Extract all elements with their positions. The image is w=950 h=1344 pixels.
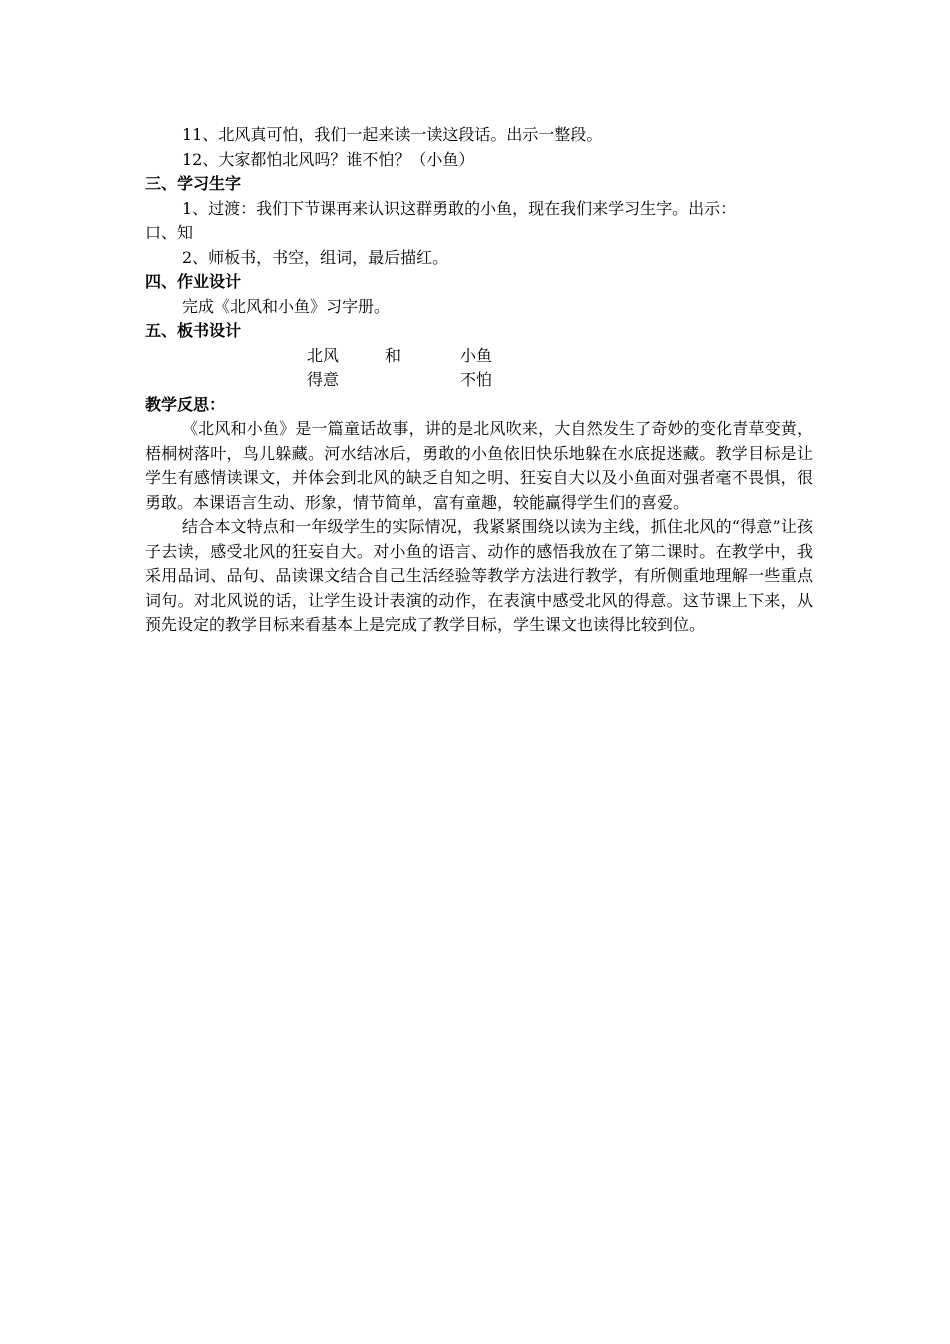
step-12: 12、大家都怕北风吗？谁不怕？（小鱼） (182, 149, 475, 169)
board-word-beifeng: 北风 (307, 345, 340, 365)
document-body (145, 123, 813, 638)
section-3-heading: 三、学习生字 (145, 174, 242, 193)
reflection-paragraph-2: 结合本文特点和一年级学生的实际情况，我紧紧围绕以读为主线，抓住北风的“得意”让孩子去读，感受北风的狂妄自大。对小鱼的语言、动作的感悟我放在了第二课时。在教学中，我采用品词、品句、品读课文结合自己生活经验等教学方法进行教学，有所侧重地理解一些重点词句。对北风说的话，让学生设计表演的动作，在表演中感受北风的得意。这节课上下来，从预先设定的教学目标来看基本上是完成了教学目标，学生课文也读得比较到位。 (145, 517, 813, 634)
section-4-text: 完成《北风和小鱼》习字册。 (182, 296, 391, 316)
step-11: 11、北风真可怕，我们一起来读一读这段话。出示一整段。 (182, 125, 603, 144)
section-4-heading: 四、作业设计 (145, 272, 242, 291)
board-word-he: 和 (385, 345, 402, 365)
section-3-item-1-cont: 口、知 (145, 223, 194, 242)
board-word-deyi: 得意 (307, 370, 340, 389)
blackboard-design (145, 344, 813, 393)
section-3-item-1: 1、过渡：我们下节课再来认识这群勇敢的小鱼，现在我们来学习生字。出示： (182, 198, 737, 218)
board-word-bupa: 不怕 (460, 370, 493, 389)
reflection-heading: 教学反思： (145, 394, 226, 414)
reflection-paragraph-1: 《北风和小鱼》是一篇童话故事，讲的是北风吹来，大自然发生了奇妙的变化青草变黄，梧桐树落叶，鸟儿躲藏。河水结冰后，勇敢的小鱼依旧快乐地躲在水底捉迷藏。教学目标是让学生有感情读课文，并体会到北风的缺乏自知之明、狂妄自大以及小鱼面对强者毫不畏惧，很勇敢。本课语言生动、形象，情节简单，富有童趣，较能赢得学生们的喜爱。 (145, 419, 813, 512)
section-5-heading: 五、板书设计 (145, 321, 242, 340)
section-3-item-2: 2、师板书，书空，组词，最后描红。 (182, 247, 449, 267)
board-word-xiaoyu: 小鱼 (460, 345, 493, 365)
